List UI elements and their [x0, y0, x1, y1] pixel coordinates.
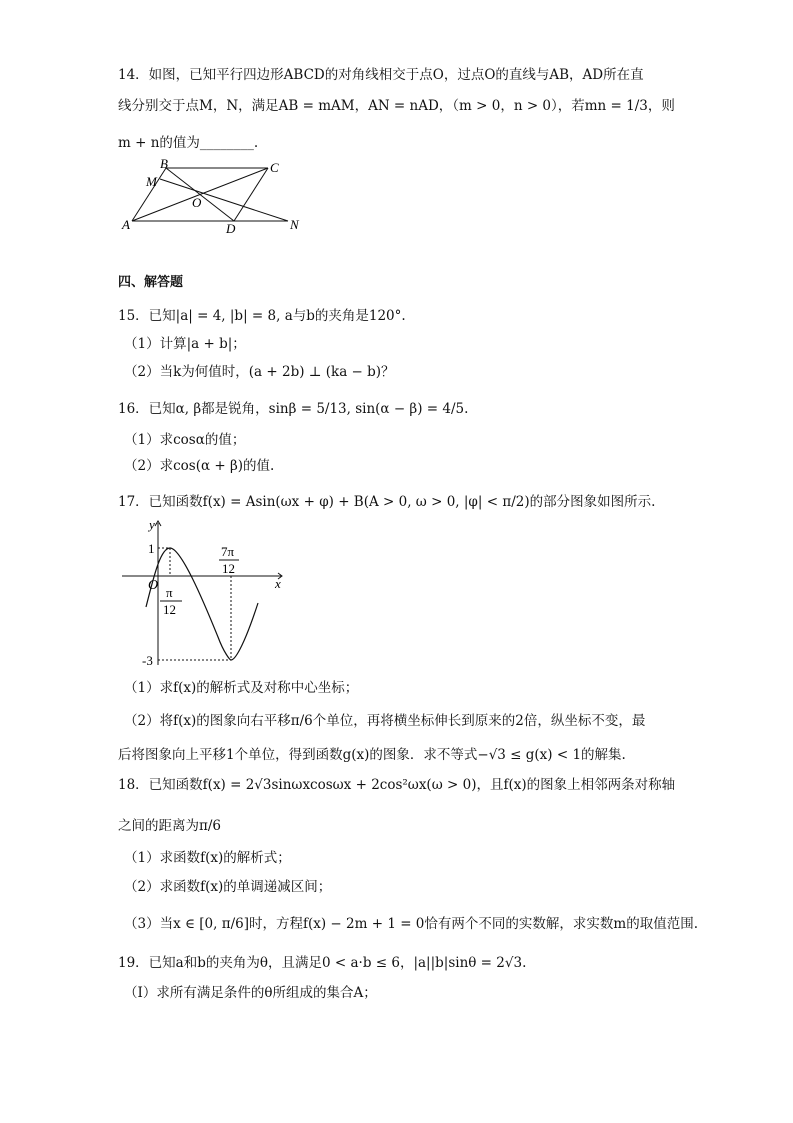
graph-tick-pi-numerator: π	[166, 585, 173, 600]
fig-label-n: N	[290, 217, 299, 232]
q19-stem: 19．已知a和b的夹角为θ，且满足0 < a·b ≤ 6，|a||b|sinθ = 2√3.	[118, 955, 527, 971]
q14-line-1: 14．如图，已知平行四边形ABCD的对角线相交于点O，过点O的直线与AB，AD所在直	[118, 67, 644, 83]
fig-label-c: C	[270, 160, 279, 175]
q19-part-1: （Ⅰ）求所有满足条件的θ所组成的集合A；	[124, 985, 377, 1001]
q17-part-1: （1）求f(x)的解析式及对称中心坐标；	[124, 680, 359, 696]
q14-line-3: m + n的值为________.	[118, 135, 259, 151]
q14-line-2: 线分别交于点M，N，满足AB = mAM，AN = nAD，（m > 0，n > 0），若mn = 1/3，则	[118, 98, 675, 114]
graph-y-label: y	[149, 517, 155, 532]
q18-part-3: （3）当x ∈ [0, π/6]时，方程f(x) − 2m + 1 = 0恰有两个不同的实数解，求实数m的取值范围.	[124, 916, 698, 932]
fig-label-o: O	[192, 195, 202, 210]
q16-part-1: （1）求cosα的值；	[124, 432, 246, 448]
graph-tick-1: 1	[148, 541, 155, 556]
q15-stem: 15．已知|a| = 4, |b| = 8, a与b的夹角是120°.	[118, 308, 406, 324]
parallelogram-figure	[118, 155, 308, 235]
graph-tick-7pi-denominator: 12	[222, 561, 235, 576]
q17-part-2a: （2）将f(x)的图象向右平移π/6个单位，再将横坐标伸长到原来的2倍，纵坐标不变，最	[124, 713, 646, 729]
fig-label-b: B	[160, 156, 168, 171]
fig-label-d: D	[226, 221, 236, 235]
q18-part-1: （1）求函数f(x)的解析式；	[124, 850, 291, 866]
q15-part-1: （1）计算|a + b|；	[124, 336, 246, 352]
q17-part-2b: 后将图象向上平移1个单位，得到函数g(x)的图象．求不等式−√3 ≤ g(x) < 1的解集.	[118, 747, 626, 763]
q15-part-2: （2）当k为何值时，(a + 2b) ⊥ (ka − b)？	[124, 364, 395, 380]
graph-tick-neg3: -3	[142, 653, 153, 668]
q18-stem-a: 18．已知函数f(x) = 2√3sinωxcosωx + 2cos²ωx(ω > 0)，且f(x)的图象上相邻两条对称轴	[118, 777, 676, 793]
fig-label-a: A	[122, 217, 130, 232]
section-title: 四、解答题	[118, 275, 184, 290]
fig-label-m: M	[146, 174, 157, 189]
q18-stem-b: 之间的距离为π/6	[118, 818, 222, 834]
sine-graph-figure	[118, 515, 293, 670]
graph-origin-label: O	[148, 578, 159, 593]
q16-part-2: （2）求cos(α + β)的值.	[124, 458, 275, 474]
q16-stem: 16．已知α, β都是锐角，sinβ = 5/13, sin(α − β) = 4/5.	[118, 401, 469, 417]
graph-tick-7pi-numerator: 7π	[221, 544, 235, 559]
q17-stem: 17．已知函数f(x) = Asin(ωx + φ) + B(A > 0, ω > 0, |φ| < π/2)的部分图象如图所示.	[118, 494, 656, 510]
graph-x-label: x	[275, 576, 281, 591]
q18-part-2: （2）求函数f(x)的单调递减区间；	[124, 879, 332, 895]
graph-tick-pi-denominator: 12	[163, 602, 176, 617]
